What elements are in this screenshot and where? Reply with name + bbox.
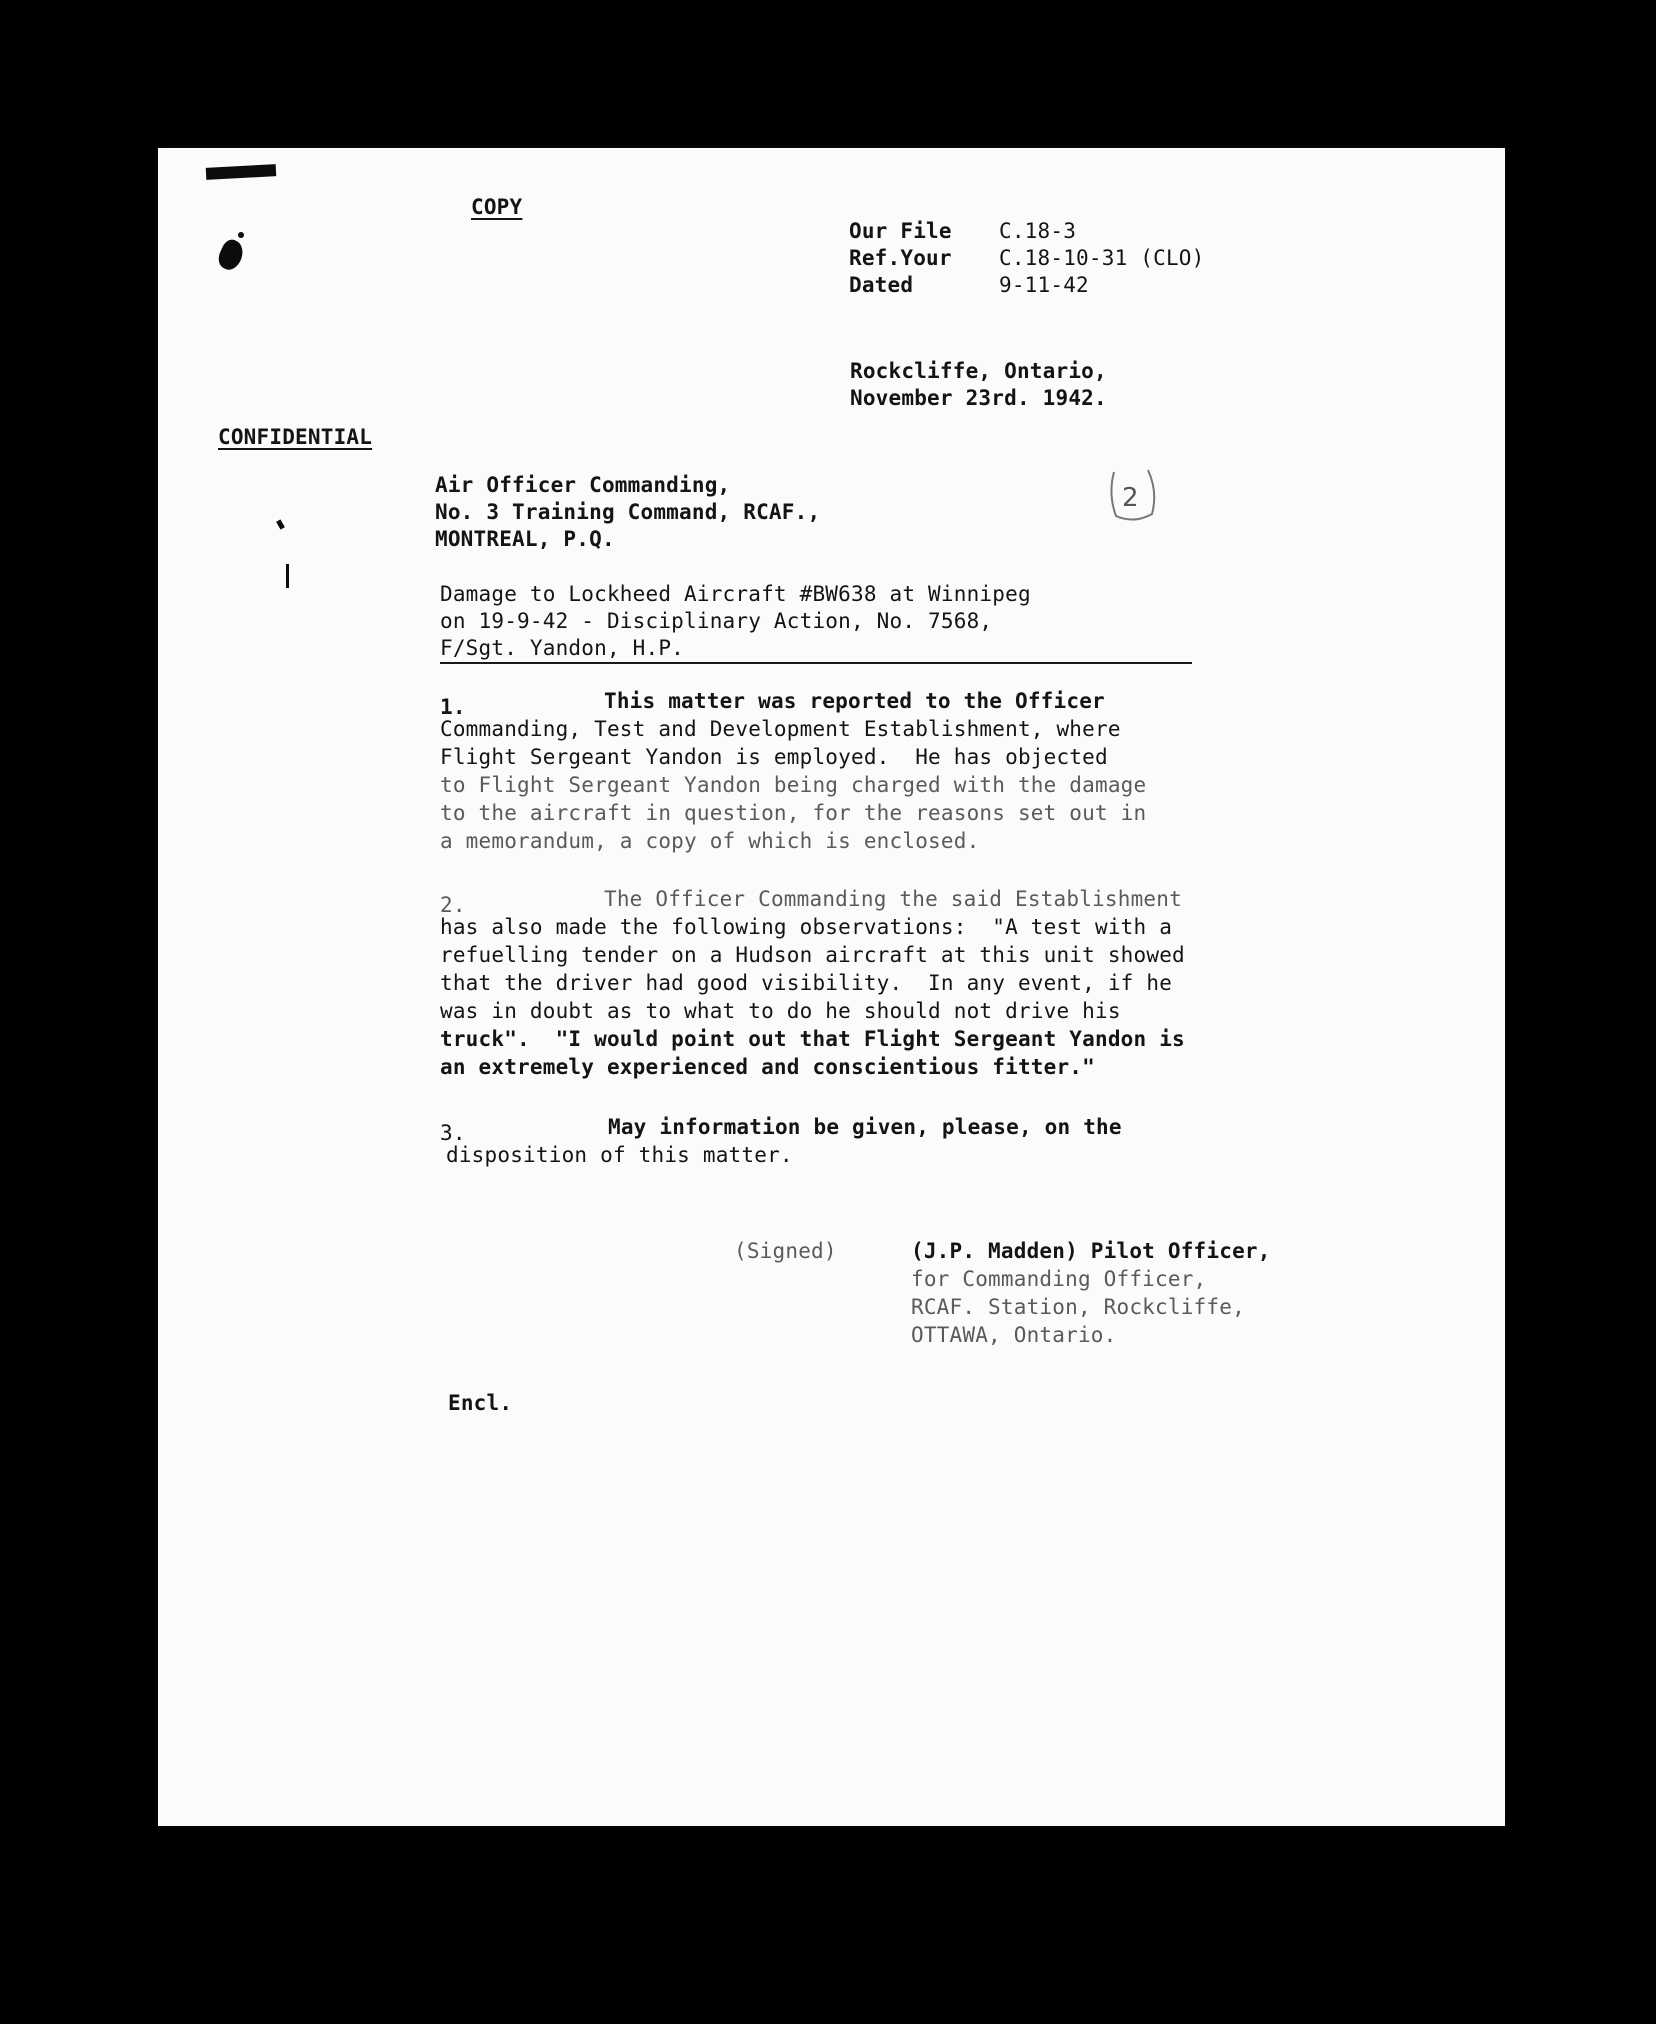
document-page [158, 148, 1505, 1826]
paragraph-line: Flight Sergeant Yandon is employed. He has objected [440, 745, 1108, 769]
file-ref-value: C.18-10-31 (CLO) [999, 246, 1205, 270]
paragraph-line: was in doubt as to what to do he should not drive his [440, 999, 1121, 1023]
ink-speck-1 [238, 232, 244, 238]
paragraph-line: to Flight Sergeant Yandon being charged with the damage [440, 773, 1147, 797]
paragraph-number: 1. [440, 695, 466, 719]
date-line: November 23rd. 1942. [850, 386, 1107, 410]
place-line: Rockcliffe, Ontario, [850, 359, 1107, 383]
signature-line: RCAF. Station, Rockcliffe, [911, 1295, 1245, 1319]
signature-line: for Commanding Officer, [911, 1267, 1207, 1291]
addressee-line: MONTREAL, P.Q. [435, 527, 615, 551]
ink-speck-2 [276, 519, 285, 529]
file-ref-value: 9-11-42 [999, 273, 1089, 297]
subject-line: on 19-9-42 - Disciplinary Action, No. 7568, [440, 609, 993, 633]
paragraph-number: 3. [440, 1121, 466, 1145]
paragraph-line: an extremely experienced and conscientious fitter." [440, 1055, 1095, 1079]
file-ref-value: C.18-3 [999, 219, 1077, 243]
paragraph-line: to the aircraft in question, for the reasons set out in [440, 801, 1147, 825]
paragraph-line: This matter was reported to the Officer [604, 689, 1105, 713]
signed-label: (Signed) [734, 1239, 837, 1263]
paragraph-line: The Officer Commanding the said Establishment [604, 887, 1182, 911]
addressee-line: No. 3 Training Command, RCAF., [435, 500, 821, 524]
subject-line: F/Sgt. Yandon, H.P. [440, 636, 685, 660]
ink-speck-3 [286, 564, 289, 588]
paragraph-line: May information be given, please, on the [608, 1115, 1122, 1139]
folio-mark-text: 2 [1122, 483, 1139, 513]
paragraph-line: disposition of this matter. [446, 1143, 793, 1167]
paragraph-line: refuelling tender on a Hudson aircraft at this unit showed [440, 943, 1185, 967]
file-ref-label: Our File [849, 219, 952, 243]
ink-blot-left [215, 237, 248, 273]
folio-mark [1104, 464, 1160, 526]
paragraph-line: has also made the following observations: "A test with a [440, 915, 1173, 939]
subject-underline [440, 662, 1192, 664]
paragraph-line: that the driver had good visibility. In any event, if he [440, 971, 1173, 995]
copy-label: COPY [471, 195, 523, 219]
classification-label: CONFIDENTIAL [218, 425, 373, 449]
subject-line: Damage to Lockheed Aircraft #BW638 at Winnipeg [440, 582, 1031, 606]
paragraph-line: a memorandum, a copy of which is enclosed. [440, 829, 980, 853]
paragraph-line: Commanding, Test and Development Establishment, where [440, 717, 1121, 741]
paragraph-line: truck". "I would point out that Flight Sergeant Yandon is [440, 1027, 1185, 1051]
file-ref-label: Dated [849, 273, 914, 297]
signature-line: OTTAWA, Ontario. [911, 1323, 1117, 1347]
file-ref-label: Ref.Your [849, 246, 952, 270]
ink-blot-top [206, 164, 277, 180]
signature-line: (J.P. Madden) Pilot Officer, [911, 1239, 1271, 1263]
paragraph-number: 2. [440, 893, 466, 917]
addressee-line: Air Officer Commanding, [435, 473, 731, 497]
enclosure-label: Encl. [448, 1391, 513, 1415]
